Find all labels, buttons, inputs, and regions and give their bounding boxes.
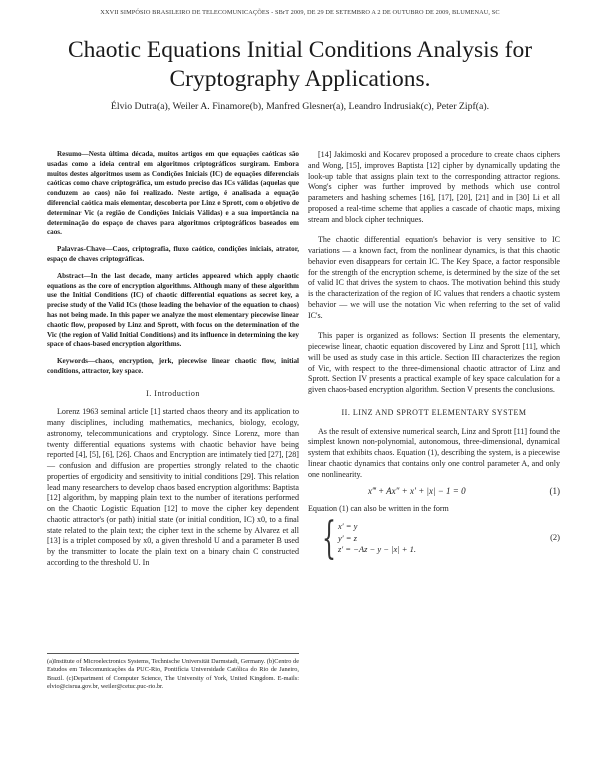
author-list: Élvio Dutra(a), Weiler A. Finamore(b), Manfred Glesner(a), Leandro Indrusiak(c), Peter Zipf(a). [110, 101, 490, 112]
footnote [47, 653, 299, 691]
equation-2-line: y′ = z [338, 532, 357, 543]
equation-1-body: x‴ + Ax″ + x′ + |x| − 1 = 0 [368, 486, 466, 497]
equation-1-number: (1) [549, 486, 560, 497]
section-heading-introduction: I. Introduction [146, 388, 200, 398]
paragraph-equation-form: Equation (1) can also be written in the form [308, 504, 449, 514]
palavras-chave: Palavras-Chave—Caos, criptografia, fluxo caótico, condições iniciais, atrator, espaço de chaves criptográficas. [47, 245, 299, 263]
equation-2-line: x′ = y [338, 521, 358, 531]
right-column [308, 150, 560, 565]
paragraph-motivation: The chaotic differential equation's behavior is very sensitive to IC variations — a known fact, from the nonlinear dynamics, is that this chaotic behavior even disappears for certain IC. The Key Space, a factor responsible for the strength of the encryption scheme, is determined by the size of the set of valid IC that drives the system to chaos. The motivation behind this study is the characterization of the region of IC values that renders a chaotic system behavior — we will use the notation Vic when referring to the set of valid IC's. [308, 235, 560, 320]
left-column [47, 150, 299, 569]
keywords: Keywords—chaos, encryption, jerk, piecewise linear chaotic flow, initial conditions, attractor, key space. [47, 357, 299, 375]
footnote-text: (a)Institute of Microelectronics Systems, Technische Universität Darmstadt, Germany. (b)Centro de Estudos em Telecomunicações da PUC-Rio, Pontifícia Universidade Católica do Rio de Janeiro, Brazil. (c)Department of Computer Science, The University of York, United Kingdom. E-mails: elvio@cisrua.gov.br, weiler@cetuc.puc-rio.br. [47, 658, 299, 690]
equation-2-line: z′ = −Az − y − |x| + 1. [338, 544, 416, 554]
equation-2-number: (2) [550, 532, 560, 542]
abstract: Abstract—In the last decade, many articles appeared which apply chaotic equations as the core of encryption algorithms. Although many of these algorithm use the Initial Conditions (IC) of chaotic differential equations as secret key, a precise study of the Valid ICs (those leading the behavior of the equation to chaos) has not being made. In this paper we analyze the most elementary piecewise linear chaotic flow, proposed by Linz and Sprott, with focus on the determination of the Vic (the region of Valid Initial Conditions) and its influence in determining the key space of chaos-based encryption algorithms. [47, 271, 299, 349]
equation-1 [308, 480, 560, 504]
introduction-paragraph: Lorenz 1963 seminal article [1] started chaos theory and its application to many disciplines, including mathematics, mechanics, biology, ecology, astronomy, telecommunications and cryptology. Since Lorenz, more than twenty differential equations systems with chaotic behavior have being reported [4], [5], [6], [26]. Chaos and Encryption are intimately tied [27], [28] — confusion and diffusion are properties strongly related to the chaotic properties of ergodicity and sensitivity to initial conditions [29]. This relation lead many researchers to develop chaos based encryption algorithms: Baptista [12] algorithm, by mapping plain text to the number of iterations performed on the Chaotic Logistic Equation [12] to move the cipher key dependent chaotic attractor's (or path) initial state (or initial condition, IC) x0, to a final state related to the plain text; the cipher text in the scheme by Alvarez et all [13] is a triplet composed by x0, a given threshold U and a parameter B used by the transmitter to locate the plain text on a binary chain C constructed according to the threshold U. In [47, 407, 299, 567]
section-heading-linz-sprott: II. LINZ AND SPROTT ELEMENTARY SYSTEM [341, 407, 527, 417]
paragraph-related-work: [14] Jakimoski and Kocarev proposed a procedure to create chaos ciphers and Wong, [15], improves Baptista [12] cipher by dynamically updating the look-up table that assigns plain text to the corresponding attractor regions. Wong's cipher was further improved by methods which use control parameters and hashing schemes [16], [17], [20], [21] and in [30] Li et all proposed a real-time scheme that applies a cascade of chaotic maps, mixing stream and block cipher techniques. [308, 150, 560, 224]
resumo: Resumo—Nesta última década, muitos artigos em que equações caóticas são usadas como a ideia central em algoritmos criptográficos surgiram. Embora muitos destes algoritmos usem as Condições Iniciais (IC) de equações diferenciais caóticas como chave criptográfica, um estudo preciso das ICs válidas (aquelas que conduzem ao caos) não foi realizado. Neste artigo, é analisada a equação diferencial caótica mais elementar, descoberta por Linz e Sprott, com o objetivo de determinar Vic (a região de Condições Iniciais Válidas) e a sua importância na determinação do espaço de chaves para algoritmos criptográficos baseados em caos. [47, 150, 299, 237]
left-brace-icon: { [322, 513, 336, 564]
spacer [308, 321, 560, 331]
paper-title: Chaotic Equations Initial Conditions Analysis for Cryptography Applications. [67, 37, 533, 92]
paragraph-organization: This paper is organized as follows: Section II presents the elementary, piecewise linear, chaotic equation discovered by Linz and Sprott [11], which will be used as study case in this article. Section III characterizes the region of Vic, with respect to the three-dimensional chaotic attractor of Linz and Sprott. Section IV presents a practical example of key space calculation for a given chaos-based encryption algorithm. Section V presents the conclusions. [308, 331, 560, 394]
equation-2 [308, 515, 560, 565]
equation-2-lines [338, 521, 416, 556]
spacer [308, 225, 560, 235]
paragraph-system-description: As the result of extensive numerical search, Linz and Sprott [11] found the simplest known non-polynomial, autonomous, three-dimensional, dynamical system that exhibits chaos. Equation (1), describing the system, is a piecewise linear chaotic dynamics that contains only one control parameter A, and only one nonlinearity. [308, 426, 560, 479]
running-header: XXVII SIMPÓSIO BRASILEIRO DE TELECOMUNICAÇÕES - SBrT 2009, DE 29 DE SETEMBRO A 2 DE OUTUBRO DE 2009, BLUMENAU, SC [100, 9, 500, 16]
